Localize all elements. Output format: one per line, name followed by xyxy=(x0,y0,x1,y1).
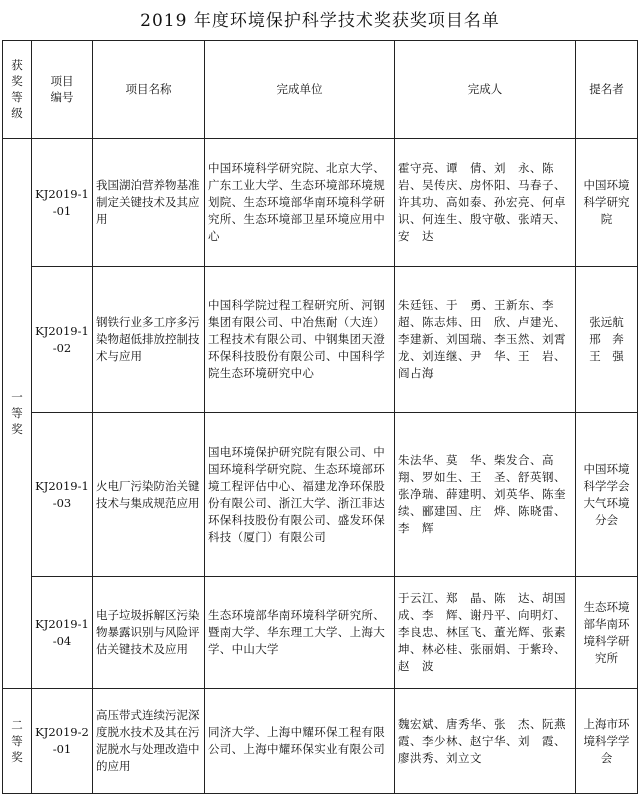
project-code: KJ2019-2-01 xyxy=(32,689,93,794)
header-name: 项目名称 xyxy=(93,41,205,139)
project-unit: 中国科学院过程工程研究所、河钢集团有限公司、中冶焦耐（大连）工程技术有限公司、中钢集团天澄环保科技股份有限公司、中国科学院生态环境研究中心 xyxy=(205,267,395,413)
table-row xyxy=(3,267,638,413)
header-grade: 获奖等级 xyxy=(3,41,32,139)
header-code: 项目编号 xyxy=(32,41,93,139)
table-row xyxy=(3,413,638,577)
project-name: 我国湖泊营养物基准制定关键技术及其应用 xyxy=(93,139,205,267)
project-nominator: 中国环境科学研究院 xyxy=(576,139,638,267)
project-unit: 生态环境部华南环境科学研究所、暨南大学、华东理工大学、上海大学、中山大学 xyxy=(205,577,395,689)
project-name: 电子垃圾拆解区污染物暴露识别与风险评估关键技术及应用 xyxy=(93,577,205,689)
awards-table xyxy=(2,40,638,794)
project-unit: 同济大学、上海中耀环保工程有限公司、上海中耀环保实业有限公司 xyxy=(205,689,395,794)
project-unit: 国电环境保护研究院有限公司、中国环境科学研究院、生态环境部环境工程评估中心、福建龙净环保股份有限公司、浙江大学、浙江菲达环保科技股份有限公司、盛发环保科技（厦门）有限公司 xyxy=(205,413,395,577)
project-nominator: 生态环境部华南环境科学研究所 xyxy=(576,577,638,689)
project-name: 钢铁行业多工序多污染物超低排放控制技术与应用 xyxy=(93,267,205,413)
project-people: 霍守亮、谭 倩、刘 永、陈 岩、吴传庆、房怀阳、马春子、许其功、高如泰、孙宏亮、何卓识、何连生、殷守敬、张靖天、安 达 xyxy=(395,139,576,267)
project-name: 火电厂污染防治关键技术与集成规范应用 xyxy=(93,413,205,577)
header-people: 完成人 xyxy=(395,41,576,139)
project-nominator: 上海市环境科学学会 xyxy=(576,689,638,794)
project-name: 高压带式连续污泥深度脱水技术及其在污泥脱水与处理改造中的应用 xyxy=(93,689,205,794)
project-nominator: 张远航 邢 奔 王 强 xyxy=(576,267,638,413)
project-code: KJ2019-1-02 xyxy=(32,267,93,413)
project-code: KJ2019-1-01 xyxy=(32,139,93,267)
project-people: 朱法华、莫 华、柴发合、高 翔、罗如生、王 圣、舒英钢、张净瑞、薛建明、刘英华、陈奎续、郦建国、庄 烨、陈晓雷、李 辉 xyxy=(395,413,576,577)
table-row xyxy=(3,577,638,689)
project-code: KJ2019-1-03 xyxy=(32,413,93,577)
header-row xyxy=(3,41,638,139)
table-row xyxy=(3,689,638,794)
table-row xyxy=(3,139,638,267)
header-unit: 完成单位 xyxy=(205,41,395,139)
page-title: 2019 年度环境保护科学技术奖获奖项目名单 xyxy=(140,11,500,31)
header-nominator: 提名者 xyxy=(576,41,638,139)
project-people: 朱廷钰、于 勇、王新东、李 超、陈志炜、田 欣、卢建光、李建新、刘国瑞、李玉然、刘霄龙、刘连继、尹 华、王 岩、阎占海 xyxy=(395,267,576,413)
project-people: 魏宏斌、唐秀华、张 杰、阮燕霞、李少林、赵宁华、刘 霞、廖洪秀、刘立文 xyxy=(395,689,576,794)
project-nominator: 中国环境科学学会大气环境分会 xyxy=(576,413,638,577)
grade-cell-first: 一等奖 xyxy=(3,139,32,689)
project-unit: 中国环境科学研究院、北京大学、广东工业大学、生态环境部环境规划院、生态环境部华南环境科学研究所、生态环境部卫星环境应用中心 xyxy=(205,139,395,267)
project-code: KJ2019-1-04 xyxy=(32,577,93,689)
project-people: 于云江、郑 晶、陈 达、胡国成、李 辉、谢丹平、向明灯、李良忠、林匡飞、董光辉、张素坤、林必桂、张丽娟、于紫玲、赵 波 xyxy=(395,577,576,689)
grade-cell-second: 二等奖 xyxy=(3,689,32,794)
